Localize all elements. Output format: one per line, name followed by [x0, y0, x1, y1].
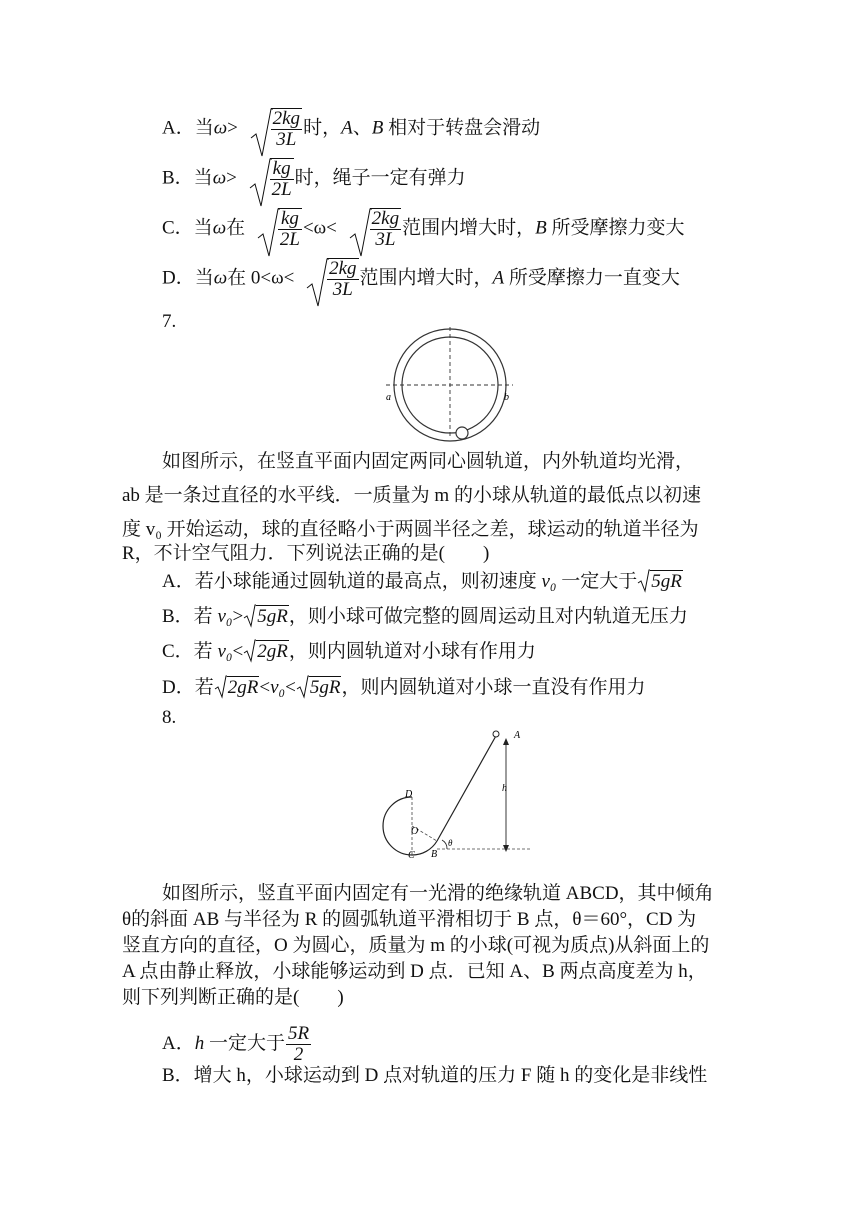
- sqrt-expression: 2gR: [243, 640, 289, 664]
- q7-stem-line-2: ab 是一条过直径的水平线．一质量为 m 的小球从轨道的最低点以初速: [122, 485, 701, 506]
- sqrt-fraction: $\frac{2kg}{3L}$: [249, 108, 303, 150]
- arrow-up-icon: [503, 738, 509, 745]
- q6-option-a: A．当ω> $\frac{2kg}{3L}$ 时，A、B 相对于转盘会滑动: [162, 108, 540, 150]
- radical-sign: [243, 639, 256, 663]
- ball-at-a: [493, 731, 499, 737]
- label-D: D: [405, 789, 413, 800]
- q7-figure: [380, 322, 520, 442]
- sqrt-fraction: $\frac{2kg}{3L}$: [305, 258, 359, 300]
- q6-option-d: D．当ω在 0<ω< $\frac{2kg}{3L}$ 范围内增大时，A 所受摩擦力一直变大: [162, 258, 680, 300]
- q7-option-d: D．若 2gR<v₀< 5gR，则内圆轨道对小球一直没有作用力: [162, 677, 646, 698]
- q8-option-a: A．h 一定大于 $\frac{5R}{2}$: [162, 1023, 310, 1065]
- label-h: h: [502, 783, 507, 794]
- arrow-down-icon: [503, 845, 509, 852]
- q8-stem-line-5: 则下列判断正确的是( ): [122, 987, 344, 1008]
- q8-figure: [375, 728, 555, 858]
- label-theta: θ: [448, 838, 453, 848]
- q8-stem-line-4: A 点由静止释放，小球能够运动到 D 点．已知 A、B 两点高度差为 h，: [122, 961, 707, 982]
- sqrt-fraction: $\frac{kg}{2L}$: [256, 208, 303, 250]
- radical-sign: [256, 208, 280, 260]
- label-B: B: [431, 849, 438, 858]
- incline-ab: [437, 734, 497, 841]
- q8-stem-line-1: 如图所示，竖直平面内固定有一光滑的绝缘轨道 ABCD，其中倾角: [162, 883, 714, 904]
- q7-option-b: B．若 v₀> 5gR，则小球可做完整的圆周运动且对内轨道无压力: [162, 606, 688, 627]
- q8-stem-line-3: 竖直方向的直径，O 为圆心，质量为 m 的小球(可视为质点)从斜面上的: [122, 935, 710, 956]
- label-O: O: [411, 826, 419, 837]
- q7-stem-line-3: 度 v₀ 开始运动，球的直径略小于两圆半径之差，球运动的轨道半径为: [122, 519, 699, 540]
- radical-sign: [296, 675, 309, 699]
- q8-option-b: B．增大 h，小球运动到 D 点对轨道的压力 F 随 h 的变化是非线性: [162, 1065, 708, 1086]
- label-A: A: [514, 730, 521, 741]
- radical-sign: [637, 569, 650, 593]
- q8-stem-line-2: θ的斜面 AB 与半径为 R 的圆弧轨道平滑相切于 B 点，θ＝60°，CD 为: [122, 909, 697, 930]
- label-a: a: [386, 392, 391, 403]
- q7-stem-line-1: 如图所示，在竖直平面内固定两同心圆轨道，内外轨道均光滑，: [162, 451, 695, 472]
- ball: [456, 427, 468, 439]
- q7-option-a: A．若小球能通过圆轨道的最高点，则初速度 v₀ 一定大于 5gR: [162, 571, 682, 592]
- q6-option-c: C．当ω在 $\frac{kg}{2L}$ <ω< $\frac{2kg}{3L}$ 范围内增大时，B 所受摩擦力变大: [162, 208, 684, 250]
- q7-stem-line-4: R，不计空气阻力．下列说法正确的是( ): [122, 543, 490, 564]
- radical-sign: [248, 158, 272, 210]
- radical-sign: [348, 208, 372, 260]
- sqrt-expression: 5gR: [637, 570, 683, 594]
- radical-sign: [214, 675, 227, 699]
- q6-option-b: B．当ω> $\frac{kg}{2L}$ 时，绳子一定有弹力: [162, 158, 466, 200]
- fraction: $\frac{5R}{2}$: [288, 1023, 310, 1065]
- q8-number: 8.: [162, 707, 177, 728]
- theta-arc: [442, 840, 447, 849]
- q7-number: 7.: [162, 311, 177, 332]
- arc-track: [383, 797, 437, 855]
- radical-sign: [249, 108, 273, 160]
- sqrt-fraction: $\frac{2kg}{3L}$: [348, 208, 402, 250]
- sqrt-expression: 5gR: [243, 605, 289, 629]
- sqrt-expression: 5gR: [296, 676, 342, 700]
- label-C: C: [408, 850, 415, 858]
- sqrt-expression: 2gR: [214, 676, 260, 700]
- q7-option-c: C．若 v₀< 2gR，则内圆轨道对小球有作用力: [162, 641, 536, 662]
- radical-sign: [305, 258, 329, 310]
- sqrt-fraction: $\frac{kg}{2L}$: [248, 158, 295, 200]
- label-b: b: [504, 392, 509, 403]
- radical-sign: [243, 604, 256, 628]
